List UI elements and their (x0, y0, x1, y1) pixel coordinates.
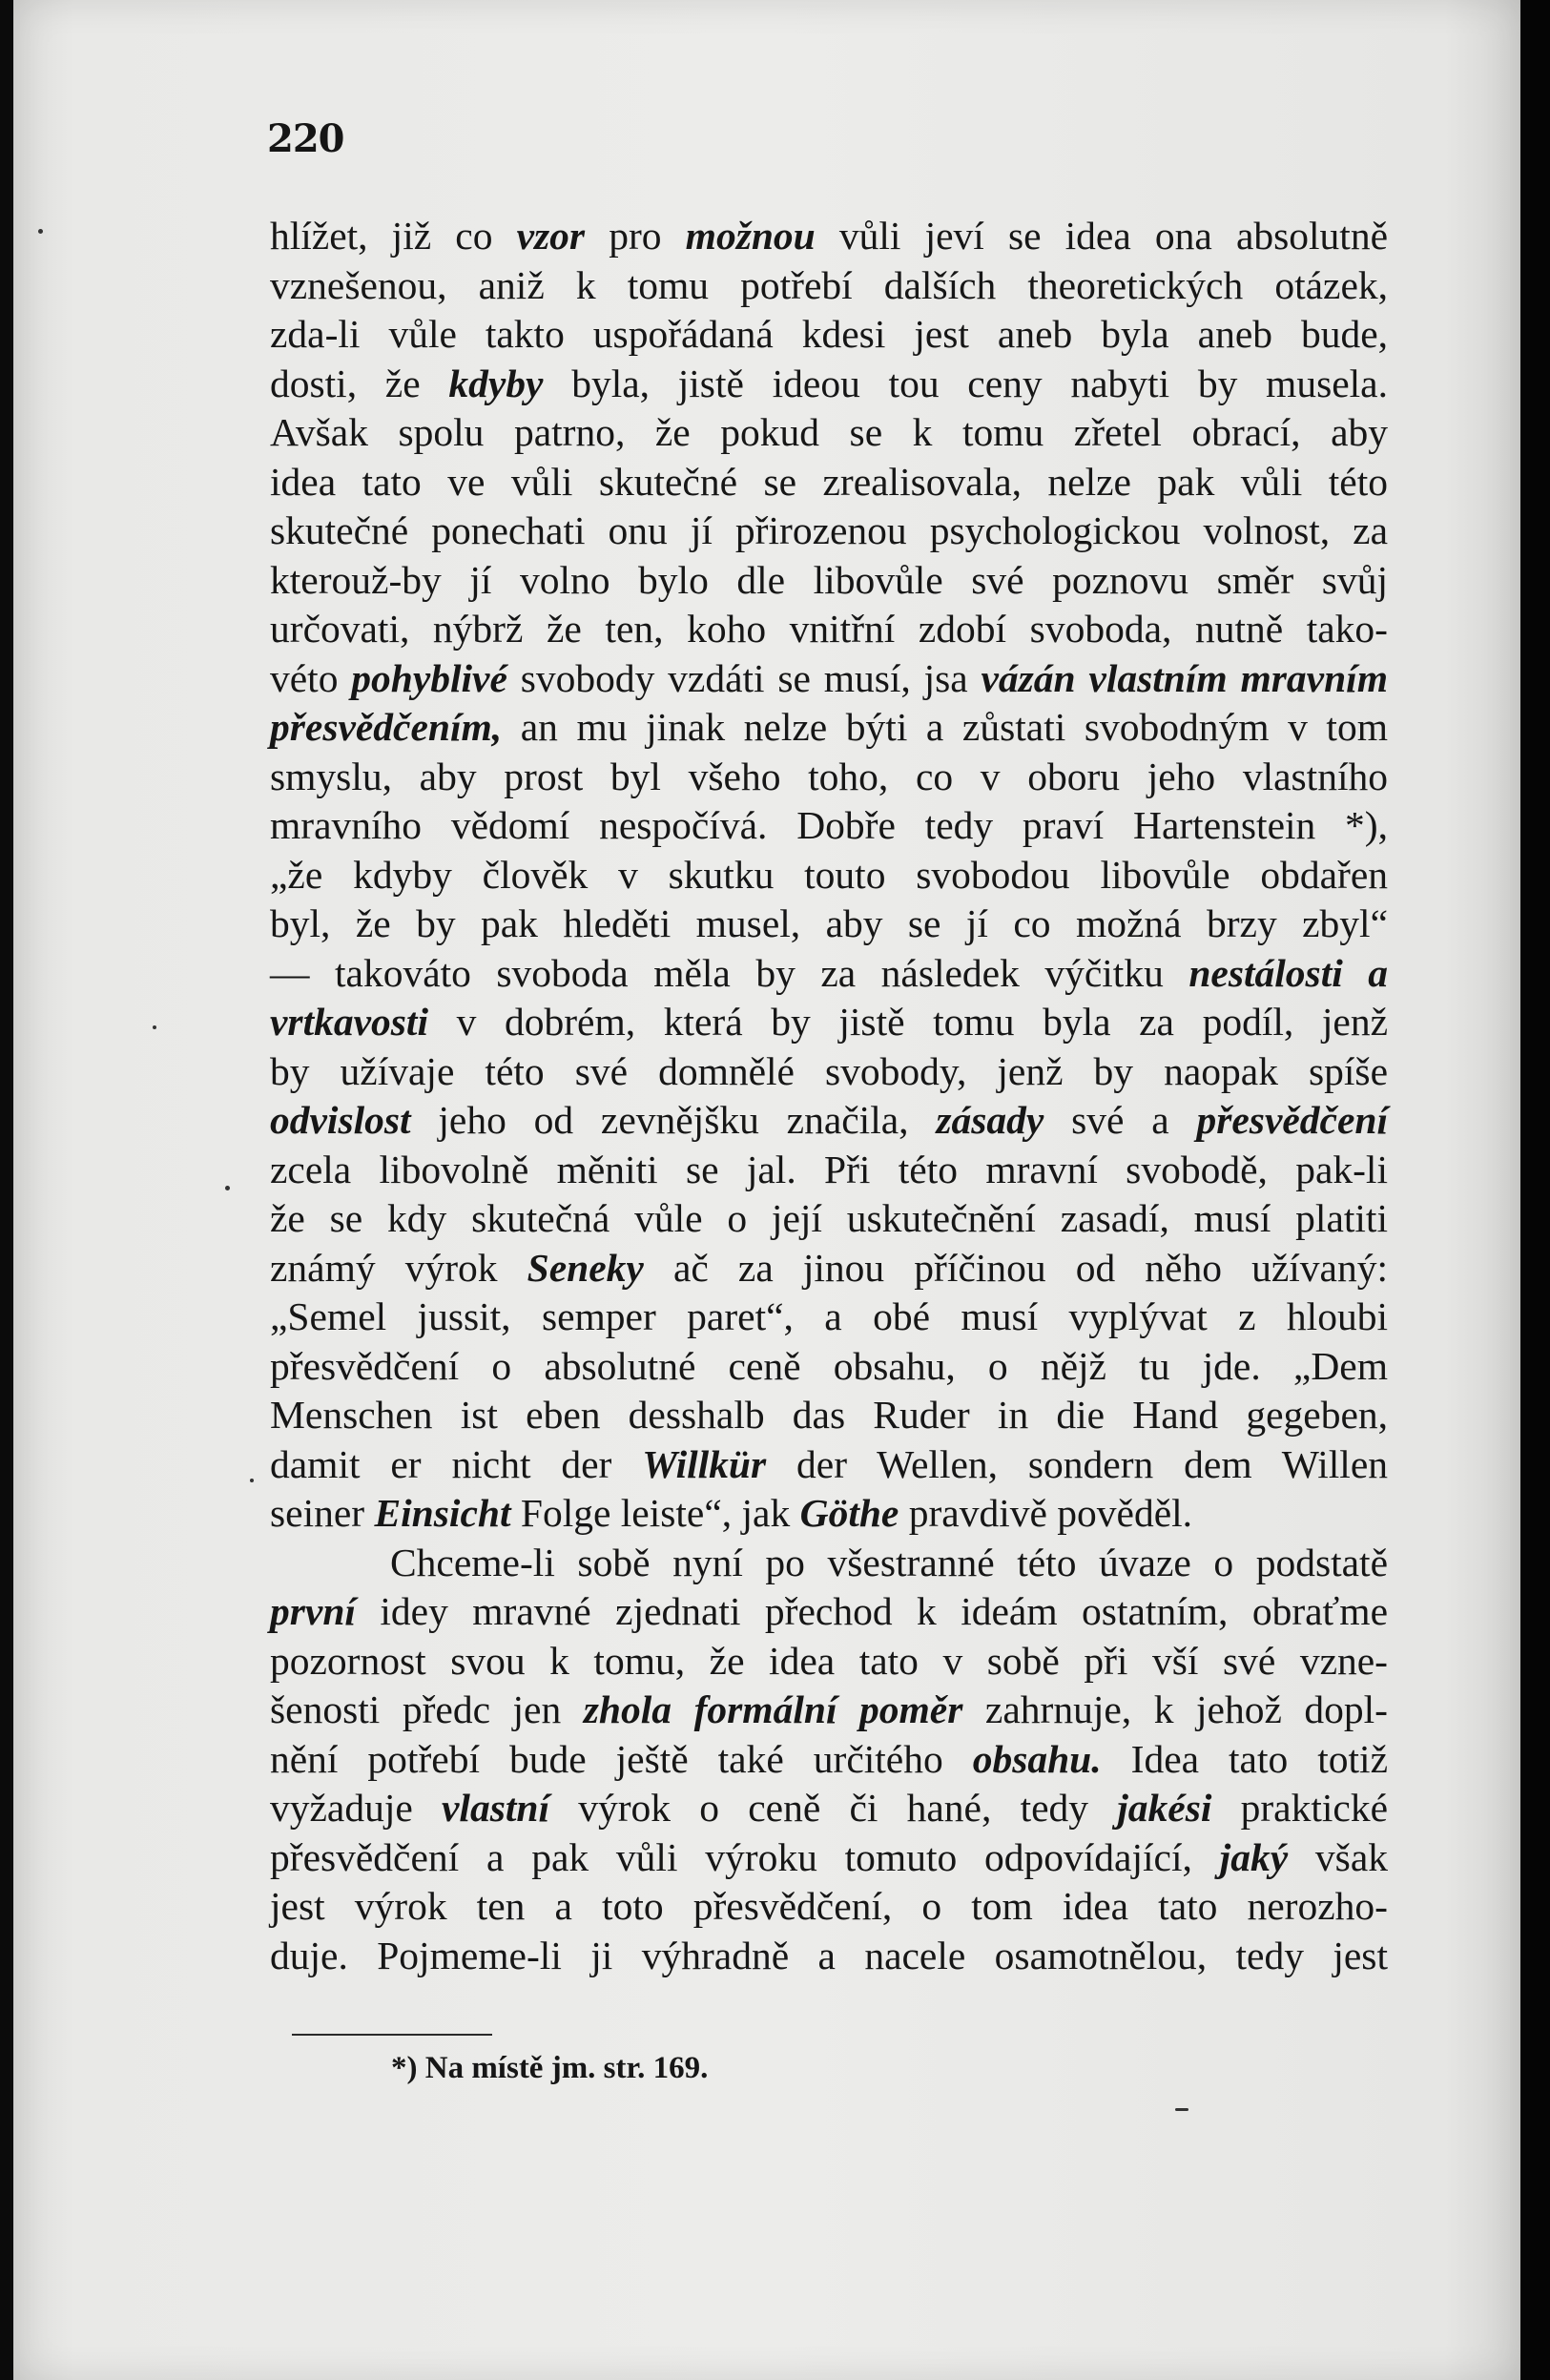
text-run: Avšak spolu patrno, že pokud se k tomu zřetel obrací, aby (270, 410, 1388, 454)
emphasis-text: přesvědčením, (270, 705, 503, 749)
text-run: an mu jinak nelze býti a zůstati svobodným v tom (502, 705, 1388, 749)
scan-speck (250, 1479, 254, 1482)
text-run: svobody vzdáti se musí, jsa (506, 655, 982, 700)
text-line (270, 801, 1388, 851)
text-run: skutečné ponechati onu jí přirozenou psychologickou volnost, za (270, 508, 1388, 552)
emphasis-text: obsahu. (972, 1736, 1102, 1781)
text-run: vyžaduje (270, 1786, 443, 1830)
text-line (270, 703, 1388, 753)
text-run: pozornost svou k tomu, že idea tato v sobě při vší své vzne- (270, 1638, 1388, 1683)
text-run: der Wellen, sondern dem Willen (766, 1441, 1388, 1486)
text-line (270, 1293, 1388, 1342)
text-run: idey mravné zjednati přechod k ideám ostatním, obraťme (355, 1589, 1388, 1633)
text-line (270, 1047, 1388, 1097)
text-run: výrok o ceně či hané, tedy (549, 1786, 1118, 1830)
text-line (270, 458, 1388, 507)
text-line (270, 1932, 1388, 1981)
text-run: pravdivě pověděl. (899, 1491, 1193, 1535)
text-run: jeho od zevnějšku značila, (410, 1098, 937, 1142)
text-run: seiner (270, 1491, 375, 1535)
emphasis-text: vlastní (442, 1786, 550, 1830)
text-run: véto (270, 655, 352, 700)
text-line (270, 1833, 1388, 1883)
text-run: své a (1044, 1098, 1197, 1142)
emphasis-text: jakési (1117, 1786, 1212, 1830)
text-line (270, 1489, 1388, 1539)
footnote: *) Na místě jm. str. 169. (391, 2051, 709, 2085)
text-run: přesvědčení a pak vůli výroku tomuto odpovídající, (270, 1834, 1220, 1879)
text-run: však (1288, 1834, 1388, 1879)
text-run: hlížet, již co (270, 214, 517, 258)
text-line (270, 1342, 1388, 1392)
text-line (270, 1146, 1388, 1195)
text-run: nění potřebí bude ještě také určitého (270, 1736, 973, 1781)
text-line (270, 949, 1388, 999)
emphasis-text: první (270, 1589, 356, 1633)
text-run: duje. Pojmeme-li ji výhradně a nacele osamotnělou, tedy jest (270, 1933, 1388, 1977)
text-line (270, 605, 1388, 654)
emphasis-text: pohyblivé (351, 655, 507, 700)
scan-speck (38, 229, 43, 234)
text-run: přesvědčení o absolutné ceně obsahu, o nějž tu jde. „Dem (270, 1343, 1388, 1388)
emphasis-text: zásady (936, 1098, 1044, 1142)
text-run: známý výrok (270, 1245, 527, 1290)
text-run: zda-li vůle takto uspořádaná kdesi jest aneb byla aneb bude, (270, 312, 1388, 356)
text-run: Chceme-li sobě nyní po všestranné této úvaze o podstatě (390, 1540, 1388, 1584)
text-run: v dobrém, která by jistě tomu byla za podíl, jenž (427, 1000, 1388, 1044)
text-line (270, 1194, 1388, 1244)
text-run: ač za jinou příčinou od něho užívaný: (643, 1245, 1388, 1290)
text-line (270, 507, 1388, 556)
emphasis-text: odvislost (270, 1098, 411, 1142)
text-line (270, 556, 1388, 606)
text-run: mravního vědomí nespočívá. Dobře tedy praví Hartenstein *), (270, 803, 1388, 847)
emphasis-text: jaký (1219, 1834, 1289, 1879)
text-run: určovati, nýbrž že ten, koho vnitřní zdobí svoboda, nutně tako- (270, 607, 1388, 651)
emphasis-text: Einsicht (374, 1491, 511, 1535)
text-line (270, 1096, 1388, 1146)
text-run: Folge leiste“, jak (510, 1491, 800, 1535)
text-run: byl, že by pak hleděti musel, aby se jí co možná brzy zbyl“ (270, 901, 1388, 945)
emphasis-text: vrtkavosti (270, 1000, 428, 1044)
text-line (270, 1784, 1388, 1833)
emphasis-text: Willkür (642, 1441, 767, 1486)
footnote-rule (292, 2034, 492, 2036)
text-run: Menschen ist eben desshalb das Ruder in die Hand gegeben, (270, 1393, 1388, 1437)
emphasis-text: kdyby (448, 361, 544, 405)
text-line (270, 1637, 1388, 1687)
text-line (270, 851, 1388, 900)
emphasis-text: vzor (516, 214, 586, 258)
text-run: byla, jistě ideou tou ceny nabyti by musela. (543, 361, 1388, 405)
text-run: by užívaje této své domnělé svobody, jenž by naopak spíše (270, 1048, 1388, 1093)
text-run: „Semel jussit, semper paret“, a obé musí vyplývat z hloubi (270, 1294, 1388, 1338)
scan-speck (225, 1186, 230, 1190)
text-run: dosti, že (270, 361, 449, 405)
emphasis-text: přesvědčení (1196, 1098, 1388, 1142)
body-text (270, 212, 1388, 1980)
text-line (270, 1686, 1388, 1735)
text-line (270, 998, 1388, 1047)
text-line (270, 212, 1388, 261)
text-line (270, 360, 1388, 409)
text-run: praktické (1211, 1786, 1388, 1830)
text-run: — takováto svoboda měla by za následek výčitku (270, 950, 1189, 995)
text-run: „že kdyby člověk v skutku touto svobodou libovůle obdařen (270, 852, 1388, 897)
page-number: 220 (267, 116, 344, 161)
text-run: vznešenou, aniž k tomu potřebí dalších theoretických otázek, (270, 262, 1388, 307)
text-run: idea tato ve vůli skutečné se zrealisovala, nelze pak vůli této (270, 459, 1388, 504)
text-line (270, 408, 1388, 458)
text-run: šenosti předc jen (270, 1687, 584, 1731)
text-run: Idea tato totiž (1101, 1736, 1388, 1781)
text-line (270, 1244, 1388, 1293)
text-line (270, 1539, 1388, 1588)
text-line (270, 654, 1388, 704)
emphasis-text: vázán vlastním mravním (981, 655, 1388, 700)
text-line (270, 1587, 1388, 1637)
text-line (270, 900, 1388, 949)
text-line (270, 1391, 1388, 1440)
emphasis-text: Göthe (799, 1491, 899, 1535)
text-line (270, 261, 1388, 311)
text-run: že se kdy skutečná vůle o její uskutečnění zasadí, musí platiti (270, 1196, 1388, 1240)
text-run: damit er nicht der (270, 1441, 643, 1486)
scan-speck (153, 1025, 156, 1029)
emphasis-text: možnou (685, 214, 816, 258)
scan-edge (1520, 0, 1550, 2380)
text-line (270, 1882, 1388, 1932)
emphasis-text: nestálosti a (1188, 950, 1388, 995)
text-run: smyslu, aby prost byl všeho toho, co v oboru jeho vlastního (270, 754, 1388, 798)
text-line (270, 1440, 1388, 1490)
text-run: jest výrok ten a toto přesvědčení, o tom idea tato nerozho- (270, 1884, 1388, 1928)
text-run: kterouž-by jí volno bylo dle libovůle své poznovu směr svůj (270, 557, 1388, 602)
text-line (270, 753, 1388, 802)
text-line (270, 1735, 1388, 1785)
text-run: zcela libovolně měniti se jal. Při této mravní svobodě, pak-li (270, 1147, 1388, 1191)
emphasis-text: Seneky (527, 1245, 644, 1290)
text-run: pro (585, 214, 686, 258)
text-run: vůli jeví se idea ona absolutně (815, 214, 1388, 258)
text-run: zahrnuje, k jehož dopl- (962, 1687, 1389, 1731)
text-line (270, 310, 1388, 360)
scan-speck (1175, 2108, 1188, 2111)
emphasis-text: zhola formální poměr (583, 1687, 963, 1731)
